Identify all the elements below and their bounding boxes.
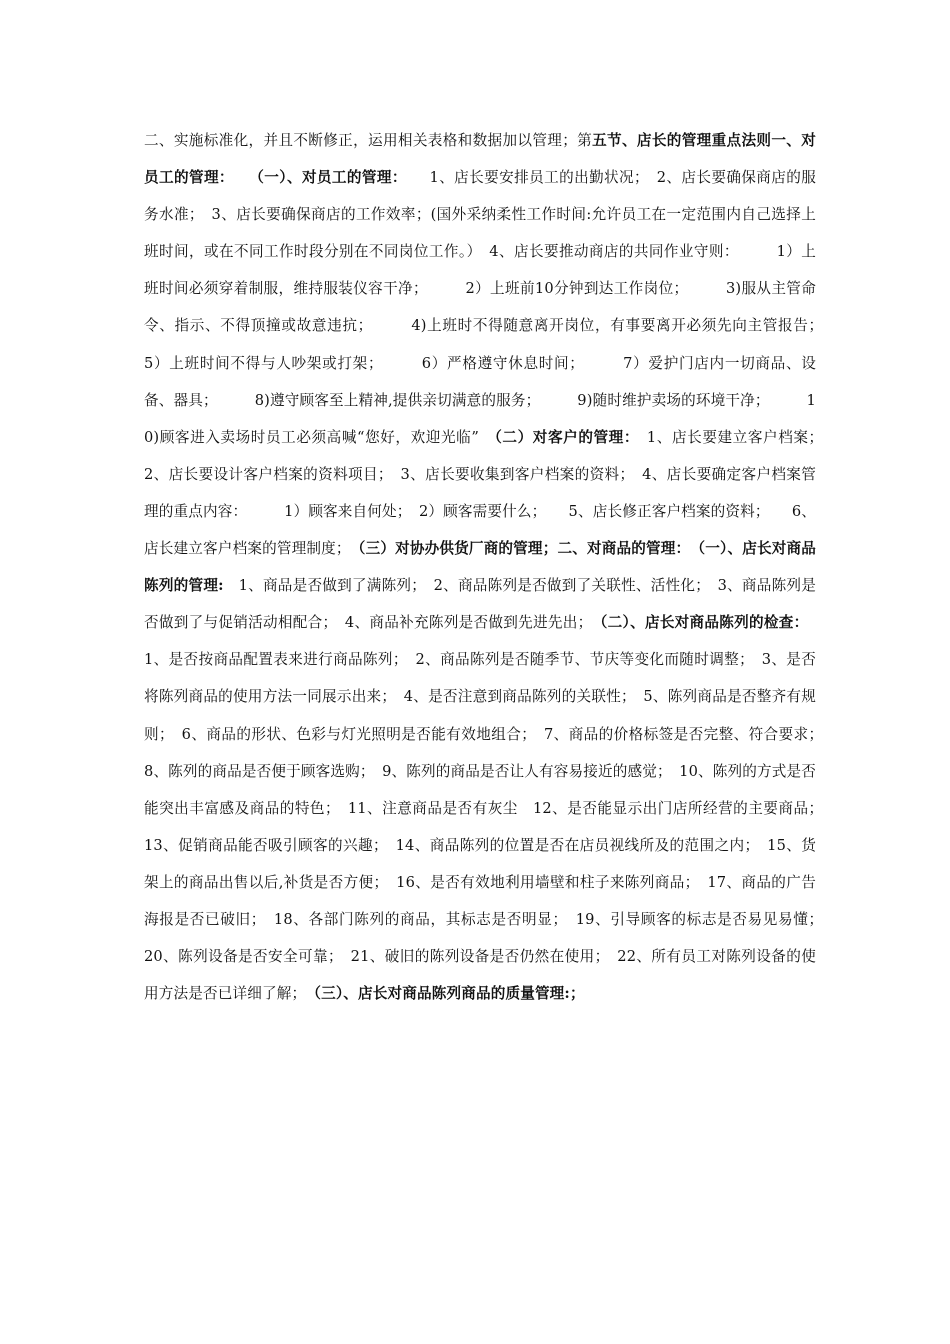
text-segment-3: 1、店长要建立客户档案； 2、店长要设计客户档案的资料项目； 3、店长要收集到客户档案的资料； 4、店长要确定客户档案管理的重点内容： 1）顾客来自何处； 2）顾客需要什么； 5、店长修正客户档案的资料； 6、店长建立客户档案的管理制度；: [144, 428, 831, 558]
heading-supplier-management: （三）对协办供货厂商的管理；二、对商品的管理： （一）、店长对商品陈列的管理:: [144, 540, 816, 595]
text-segment-1: 二、实施标准化，并且不断修正，运用相关表格和数据加以管理；第: [144, 132, 593, 149]
heading-display-inspection: （二）、店长对商品陈列的检查：: [600, 614, 802, 632]
body-paragraph: [144, 122, 861, 1012]
heading-quality-management: （三）、店长对商品陈列商品的质量管理:；: [313, 985, 585, 1003]
text-segment-4: 1、商品是否做到了满陈列； 2、商品陈列是否做到了关联性、活性化； 3、商品陈列是否做到了与促销活动相配合； 4、商品补充陈列是否做到先进先出；: [144, 577, 816, 632]
heading-customer-management: （二）对客户的管理：: [494, 428, 632, 446]
heading-section-5: 五节、店长的管理重点法则一、对员工的管理： （一）、对员工的管理：: [144, 132, 816, 187]
document-page: [144, 122, 861, 1012]
text-segment-5: 1、是否按商品配置表来进行商品陈列； 2、商品陈列是否随季节、节庆等变化而随时调整； 3、是否将陈列商品的使用方法一同展示出来； 4、是否注意到商品陈列的关联性； 5、陈列商品是否整齐有规则； 6、商品的形状、色彩与灯光照明是否能有效地组合； 7、商品的价格标签是否完整、符合要求； 8、陈列的商品是否便于顾客选购； 9、陈列的商品是否让人有容易接近的感觉； 10、陈列的方式是否能突出丰富感及商品的特色； 11、注意商品是否有灰尘 12、是否能显示出门店所经营的主要商品； 13、促销商品能否吸引顾客的兴趣； 14、商品陈列的位置是否在店员视线所及的范围之内； 15、货架上的商品出售以后,补货是否方便； 16、是否有效地利用墙壁和柱子来陈列商品； 17、商品的广告海报是否已破旧； 18、各部门陈列的商品，其标志是否明显； 19、引导顾客的标志是否易见易懂； 20、陈列设备是否安全可靠； 21、破旧的陈列设备是否仍然在使用； 22、所有员工对陈列设备的使用方法是否已详细了解；: [144, 614, 831, 1003]
text-segment-2: 1、店长要安排员工的出勤状况； 2、店长要确保商店的服务水准； 3、店长要确保商店的工作效率；(国外采纳柔性工作时间:允许员工在一定范围内自己选择上班时间，或在不同工作时段分别在不同岗位工作。） 4、店长要推动商店的共同作业守则： 1）上班时间必须穿着制服，维持服装仪容干净； 2）上班前10分钟到达工作岗位； 3)服从主管命令、指示、不得顶撞或故意违抗； 4)上班时不得随意离开岗位，有事要离开必须先向主管报告； 5）上班时间不得与人吵架或打架； 6）严格遵守休息时间； 7）爱护门店内一切商品、设备、器具； 8)遵守顾客至上精神,提供亲切满意的服务； 9)随时维护卖场的环境干净； 10)顾客进入卖场时员工必须高喊“您好，欢迎光临”: [144, 169, 861, 446]
